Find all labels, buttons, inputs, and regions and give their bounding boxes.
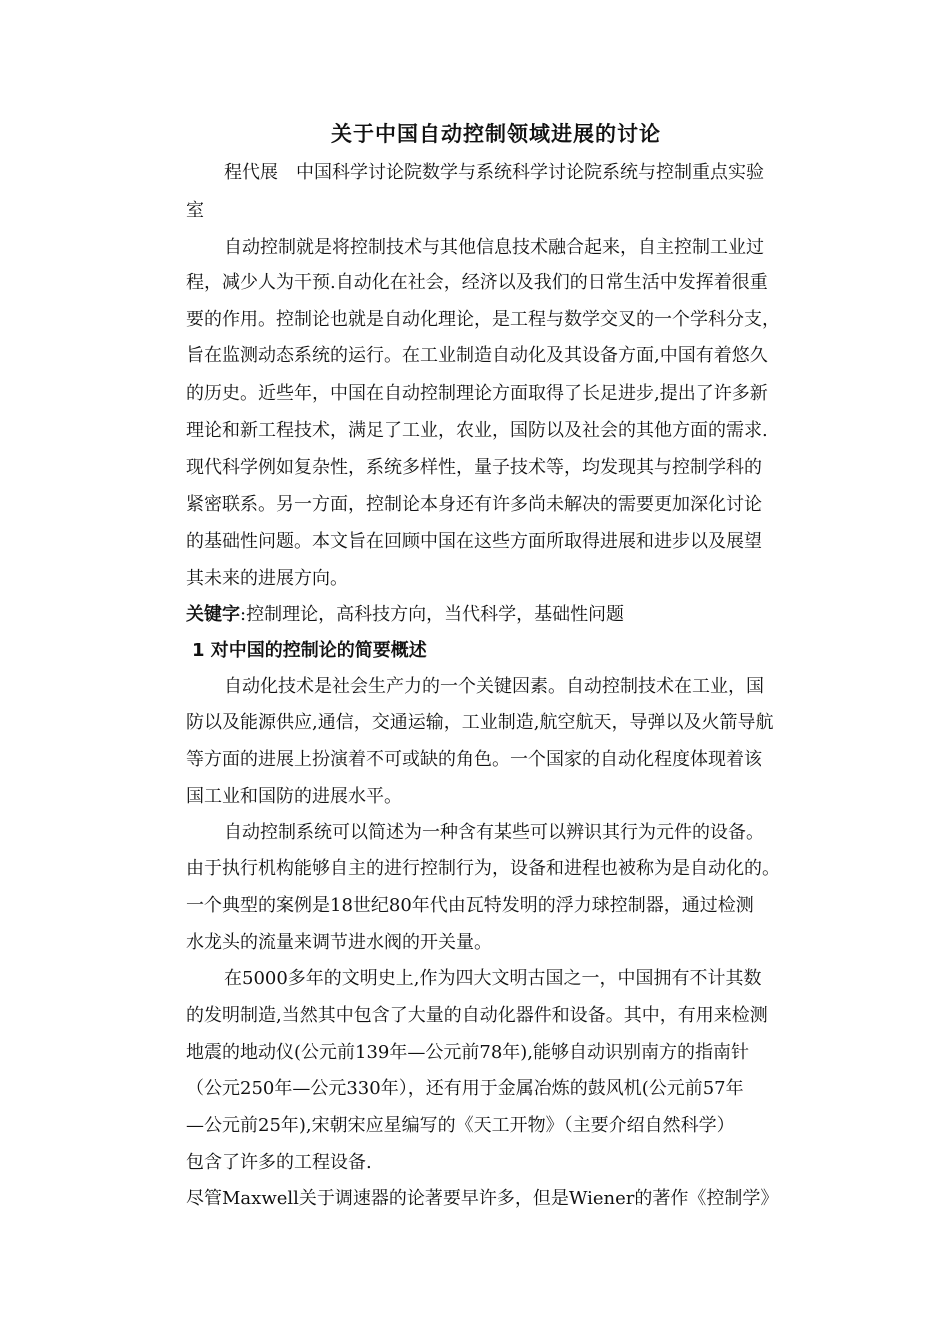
abstract-line: 其未来的进展方向。 <box>186 568 348 589</box>
section-heading: 1 对中国的控制论的简要概述 <box>192 640 427 661</box>
abstract-line: 旨在监测动态系统的运行。在工业制造自动化及其设备方面,中国有着悠久 <box>186 345 768 366</box>
abstract-line: 紧密联系。另一方面，控制论本身还有许多尚未解决的需要更加深化讨论 <box>186 494 762 515</box>
keywords-text: :控制理论，高科技方向，当代科学，基础性问题 <box>240 604 625 625</box>
abstract-line: 自动控制就是将控制技术与其他信息技术融合起来，自主控制工业过 <box>224 237 764 258</box>
paragraph-line: 由于执行机构能够自主的进行控制行为，设备和进程也被称为是自动化的。 <box>186 858 780 879</box>
paragraph-line: 等方面的进展上扮演着不可或缺的角色。一个国家的自动化程度体现着该 <box>186 749 762 770</box>
paragraph-line: 自动化技术是社会生产力的一个关键因素。自动控制技术在工业，国 <box>224 676 764 697</box>
keywords <box>186 602 624 628</box>
author-affiliation-cont: 室 <box>186 200 204 221</box>
paragraph-line: 防以及能源供应,通信，交通运输，工业制造,航空航天，导弹以及火箭导航 <box>186 712 774 733</box>
author-affiliation: 程代展 中国科学讨论院数学与系统科学讨论院系统与控制重点实验 <box>224 162 764 183</box>
paragraph-line: 地震的地动仪(公元前139年—公元前78年),能够自动识别南方的指南针 <box>186 1042 750 1063</box>
paragraph-line: 国工业和国防的进展水平。 <box>186 786 402 807</box>
abstract-line: 的历史。近些年，中国在自动控制理论方面取得了长足进步,提出了许多新 <box>186 383 768 404</box>
paragraph-line: 在5000多年的文明史上,作为四大文明古国之一，中国拥有不计其数 <box>224 968 762 989</box>
paragraph-line: 自动控制系统可以简述为一种含有某些可以辨识其行为元件的设备。 <box>224 822 764 843</box>
paragraph-line: 包含了许多的工程设备. <box>186 1152 372 1173</box>
paragraph-line: 的发明制造,当然其中包含了大量的自动化器件和设备。其中，有用来检测 <box>186 1005 768 1026</box>
document-title: 关于中国自动控制领域进展的讨论 <box>331 122 661 146</box>
abstract-line: 程，减少人为干预.自动化在社会，经济以及我们的日常生活中发挥着很重 <box>186 272 768 293</box>
paragraph-line: —公元前25年),宋朝宋应星编写的《天工开物》（主要介绍自然科学） <box>186 1115 735 1136</box>
abstract-line: 现代科学例如复杂性，系统多样性，量子技术等，均发现其与控制学科的 <box>186 457 762 478</box>
paragraph-line: （公元250年—公元330年），还有用于金属冶炼的鼓风机(公元前57年 <box>186 1078 744 1099</box>
keywords-label: 关键字 <box>186 604 240 625</box>
paragraph-line: 水龙头的流量来调节进水阀的开关量。 <box>186 932 492 953</box>
abstract-line: 的基础性问题。本文旨在回顾中国在这些方面所取得进展和进步以及展望 <box>186 531 762 552</box>
paragraph-line: 一个典型的案例是18世纪80年代由瓦特发明的浮力球控制器，通过检测 <box>186 895 754 916</box>
paragraph-line: 尽管Maxwell关于调速器的论著要早许多，但是Wiener的著作《控制学》 <box>186 1188 779 1209</box>
abstract-line: 要的作用。控制论也就是自动化理论，是工程与数学交叉的一个学科分支， <box>186 309 780 330</box>
abstract-line: 理论和新工程技术，满足了工业，农业，国防以及社会的其他方面的需求. <box>186 420 768 441</box>
